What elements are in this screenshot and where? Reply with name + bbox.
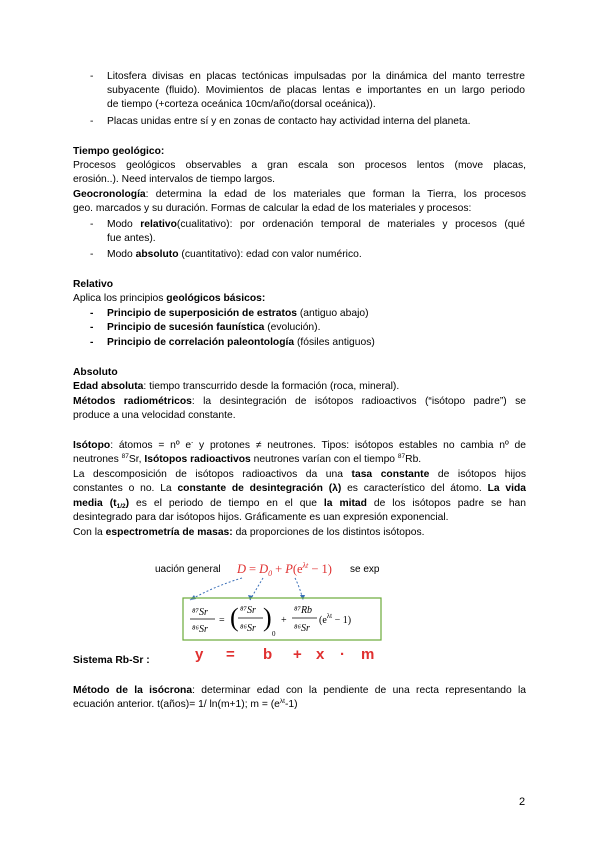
svg-text:⁸⁶Sr: ⁸⁶Sr — [240, 623, 256, 634]
paragraph-line: Procesos geológicos observables a gran escala son procesos lentos (move placas, — [73, 160, 526, 171]
paragraph-line: Con la espectrometría de masas: da proporciones de los distintos isótopos. — [73, 527, 425, 538]
svg-text:(eλt − 1): $(e^{\lambda t} - 1)$ — [319, 612, 352, 626]
bullet-line: Modo absoluto (cuantitativo): edad con valor numérico. — [107, 249, 362, 260]
principle-item: Principio de correlación paleontología (fósiles antiguos) — [107, 337, 375, 348]
linear-form — [195, 646, 374, 663]
svg-text:=: = — [219, 615, 225, 626]
svg-text:(: ( — [230, 603, 239, 632]
paragraph-line: constantes o no. La constante de desintegración (λ) es característico del átomo. La vida — [73, 483, 526, 494]
svg-text:): ) — [263, 603, 272, 632]
svg-text:b: b — [263, 646, 273, 663]
principle-item: Principio de superposición de estratos (antiguo abajo) — [107, 308, 369, 319]
paragraph-line: Método de la isócrona: determinar edad con la pendiente de una recta representando la — [73, 685, 526, 696]
svg-text:+: + — [293, 646, 302, 663]
bullet-line: subyacente (fluido). Movimientos de placas lentas e importantes en un largo periodo — [107, 85, 525, 96]
paragraph-line: erosión..). Need intervalos de tiempo largos. — [73, 174, 276, 185]
equation-label-left: uación general — [155, 564, 221, 575]
svg-text:⁸⁶Sr: ⁸⁶Sr — [294, 623, 310, 634]
bullet-line: Litosfera divisas en placas tectónicas impulsadas por la dinámica del manto terrestre — [107, 71, 525, 82]
paragraph-line: ecuación anterior. t(años)= 1/ ln(m+1); $m = (e^{\lambda t}-1)$ — [73, 698, 298, 710]
svg-text:m: m — [361, 646, 375, 663]
bullet-dash: - — [90, 322, 94, 333]
svg-text:+: + — [281, 615, 287, 626]
svg-text:y: y — [195, 646, 204, 663]
paragraph-line: media $(t_{1/2})$ es el periodo de tiempo en el que la mitad de los isótopos padre se han — [73, 498, 527, 510]
svg-text:⁸⁶Sr: ⁸⁶Sr — [192, 624, 208, 635]
paragraph-line: desintegrado para dar isótopos hijos. Gráficamente es uan expresión exponencial. — [73, 512, 449, 523]
paragraph-line: La descomposición de isótopos radioactivos da una tasa constante de isótopos hijos — [73, 469, 526, 480]
paragraph-line: Geocronología: determina la edad de los materiales que forman la Tierra, los procesos — [73, 189, 526, 200]
bullet-dash: - — [90, 116, 94, 127]
page-number: 2 — [519, 796, 526, 808]
bullet-line: Modo relativo(cualitativo): por ordenación temporal de materiales y procesos (qué — [107, 219, 525, 230]
paragraph-line: geo. marcados y su duración. Formas de calcular la edad de los materiales y procesos: — [73, 203, 472, 214]
bullet-dash: - — [90, 71, 94, 82]
section-heading: Relativo — [73, 279, 114, 290]
equation-label-right: se exp — [350, 564, 380, 575]
paragraph-line: neutrones $^{87}$Sr, Isótopos radioactivos neutrones varían con el tiempo $^{87}$Rb. — [73, 453, 422, 465]
bullet-dash: - — [90, 249, 94, 260]
bullet-line: Placas unidas entre sí y en zonas de contacto hay actividad interna del planeta. — [107, 116, 471, 127]
svg-text:·: · — [340, 646, 345, 663]
svg-text:⁸⁷Rb: ⁸⁷Rb — [294, 605, 313, 616]
principle-item: Principio de sucesión faunística (evolución). — [107, 322, 321, 333]
svg-text:⁸⁷Sr: ⁸⁷Sr — [192, 607, 208, 618]
paragraph-line: Isótopo: átomos = nº e- y protones ≠ neutrones. Tipos: isótopos estables no cambia nº de — [73, 439, 526, 451]
arrow-to-d — [190, 578, 242, 600]
paragraph-line: produce a una velocidad constante. — [73, 410, 236, 421]
section-heading: Tiempo geológico: — [73, 146, 165, 157]
bullet-dash: - — [90, 337, 94, 348]
rb-sr-equation-figure — [145, 556, 385, 668]
paragraph-line: Edad absoluta: tiempo transcurrido desde la formación (roca, mineral). — [73, 381, 400, 392]
section-heading: Absoluto — [73, 367, 118, 378]
equation-arrows — [190, 578, 303, 600]
svg-text:=: = — [226, 646, 235, 663]
svg-text:x: x — [316, 646, 325, 663]
bullet-dash: - — [90, 219, 94, 230]
bullet-line: de tiempo (+corteza oceánica 10cm/año(dorsal oceánica)). — [107, 99, 376, 110]
paragraph-line: Aplica los principios geológicos básicos: — [73, 293, 266, 304]
bullet-dash: - — [90, 308, 94, 319]
sistema-label: Sistema Rb-Sr : — [73, 655, 150, 666]
equation-general: $D = D_0 + P(e^{\lambda t} - 1)$ — [237, 561, 332, 578]
svg-text:0: 0 — [272, 630, 276, 638]
paragraph-line: Métodos radiométricos: la desintegración de isótopos radioactivos (“isótopo padre”) se — [73, 396, 526, 407]
svg-text:⁸⁷Sr: ⁸⁷Sr — [240, 605, 256, 616]
bullet-line: fue antes). — [107, 233, 156, 244]
isochron-equation — [190, 603, 351, 638]
